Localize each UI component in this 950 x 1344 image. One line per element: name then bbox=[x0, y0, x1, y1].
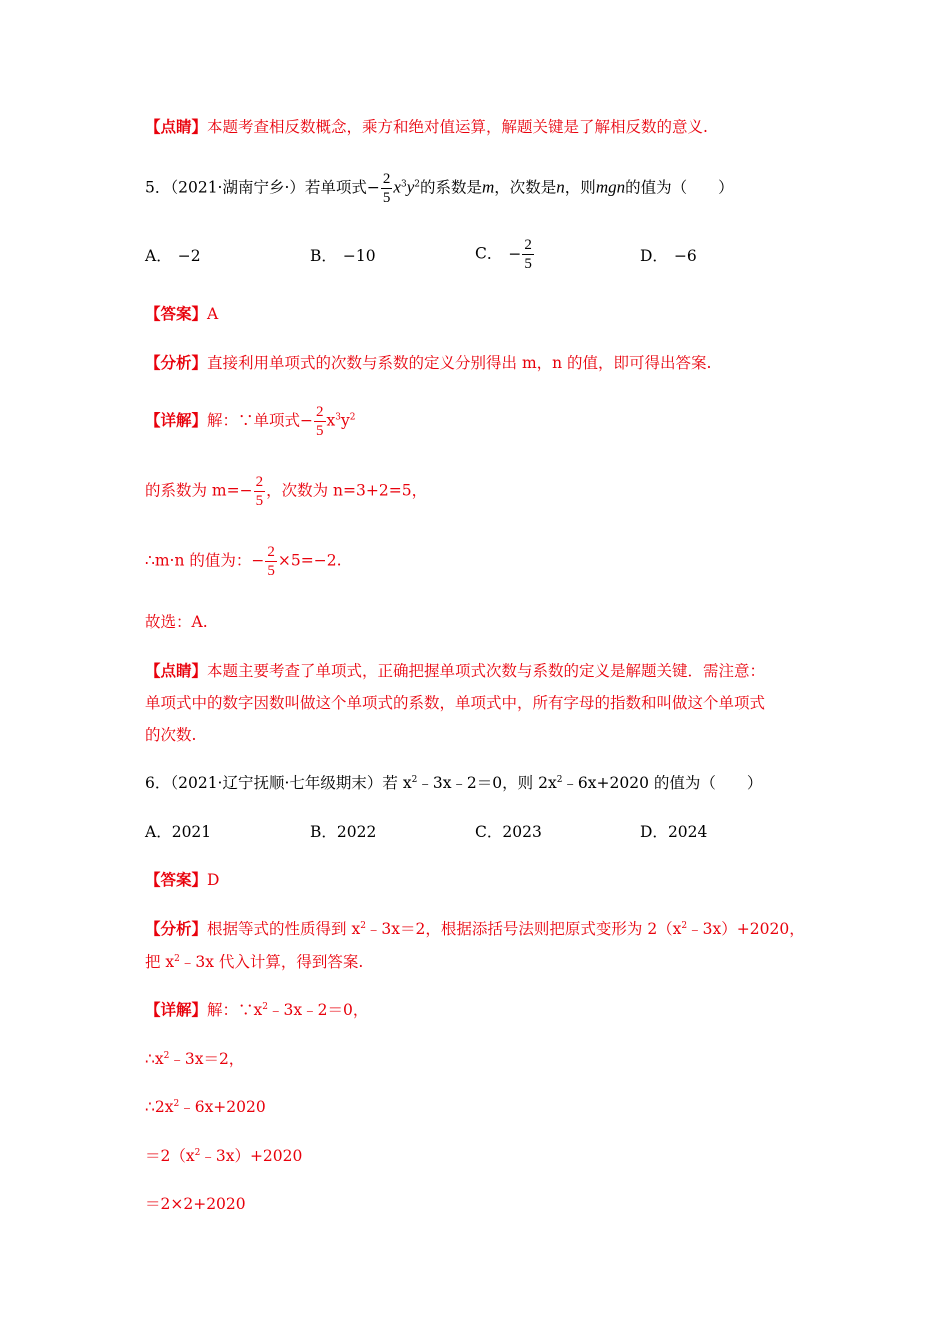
q5-option-c bbox=[475, 236, 535, 273]
q5-option-a-label: A． bbox=[145, 247, 172, 265]
q6-detail-pre: 解：∵x bbox=[207, 1001, 263, 1019]
q6-analysis-line2 bbox=[145, 952, 363, 972]
q5-coef-fraction bbox=[254, 473, 266, 510]
q5-stem-mid3: ，则 bbox=[564, 178, 596, 197]
detail-tag: 【详解】 bbox=[145, 410, 208, 430]
q6-analysis-l1-end: ﹣3x）+2020， bbox=[687, 920, 805, 938]
q6-analysis-l1-pre: 根据等式的性质得到 x bbox=[207, 920, 361, 938]
q5-exp3: 3 bbox=[400, 179, 407, 190]
q5-option-c-den: 5 bbox=[524, 256, 532, 272]
q5-dianjing-line3: 的次数. bbox=[145, 726, 197, 744]
q5-var-n: n bbox=[556, 177, 565, 197]
q6-step1 bbox=[145, 1049, 244, 1069]
q6-analysis-l1-mid: ﹣3x＝2，根据添括号法则把原式变形为 2（x bbox=[365, 920, 682, 938]
answer-tag: 【答案】 bbox=[145, 304, 208, 323]
q5-option-c-fraction bbox=[522, 236, 534, 273]
q5-stem-mid2: ，次数是 bbox=[494, 178, 557, 197]
q6-stem-prefix: 6．（2021·辽宁抚顺·七年级期末）若 x bbox=[145, 774, 412, 792]
q6-option-d-label: D． bbox=[640, 823, 668, 841]
q5-detail-y: y bbox=[341, 411, 350, 430]
analysis-tag: 【分析】 bbox=[145, 919, 208, 938]
q6-analysis-line1 bbox=[145, 919, 805, 939]
q6-analysis-l2-end: ﹣3x 代入计算，得到答案. bbox=[179, 953, 364, 971]
q5-stem bbox=[145, 170, 734, 207]
q5-coef-post: ，次数为 n=3+2=5， bbox=[266, 481, 428, 500]
analysis-tag: 【分析】 bbox=[145, 353, 208, 372]
q6-step1-end: ﹣3x＝2， bbox=[169, 1050, 245, 1068]
q6-option-a-value: 2021 bbox=[171, 823, 212, 841]
q5-option-d-label: D． bbox=[640, 247, 668, 265]
q5-stem-end: 的值为（ ） bbox=[625, 178, 734, 197]
q5-fraction bbox=[381, 170, 393, 207]
q5-detail-fraction bbox=[314, 403, 326, 440]
q5-detail-prefix: 解：∵单项式 bbox=[207, 411, 301, 430]
q6-detail-end: ﹣3x﹣2＝0， bbox=[268, 1001, 369, 1019]
q5-frac-num: 2 bbox=[382, 171, 391, 187]
q6-analysis-l2-exp: 2 bbox=[174, 953, 180, 964]
q5-dianjing-text1: 本题主要考查了单项式，正确把握单项式次数与系数的定义是解题关键．需注意： bbox=[207, 662, 766, 680]
q6-step3 bbox=[145, 1146, 302, 1166]
q6-step2 bbox=[145, 1097, 266, 1117]
q5-detail-x: x bbox=[326, 411, 336, 430]
q6-option-c bbox=[475, 822, 542, 842]
q5-detail-exp2: 2 bbox=[349, 412, 356, 423]
q6-stem-exp2: 2 bbox=[556, 774, 563, 785]
q6-step2-end: ﹣6x+2020 bbox=[179, 1098, 266, 1116]
q6-answer bbox=[145, 870, 219, 890]
q5-choose: 故选：A. bbox=[145, 613, 208, 631]
q6-option-a-label: A． bbox=[145, 823, 172, 841]
q6-stem-end: ﹣6x+2020 的值为（ ） bbox=[562, 774, 763, 792]
q6-option-b bbox=[310, 822, 376, 842]
q6-answer-value: D bbox=[207, 871, 220, 889]
q5-coef-den: 5 bbox=[255, 493, 264, 509]
q5-mn-den: 5 bbox=[267, 563, 275, 579]
q6-step3-end: ﹣3x）+2020 bbox=[200, 1147, 303, 1165]
q6-step3-pre: ＝2（x bbox=[145, 1147, 195, 1165]
q5-option-d-value: −6 bbox=[673, 247, 697, 265]
dianjing-tag: 【点睛】 bbox=[145, 661, 208, 680]
q5-detail-num: 2 bbox=[316, 404, 324, 420]
q6-option-b-label: B． bbox=[310, 823, 337, 841]
q5-var-y: y bbox=[406, 177, 415, 197]
q5-detail-minus: − bbox=[300, 411, 314, 430]
q5-mn-post: ×5=−2. bbox=[277, 551, 342, 570]
q6-stem-mid: ﹣3x﹣2＝0，则 2x bbox=[417, 774, 557, 792]
q6-detail bbox=[145, 1000, 368, 1020]
q5-option-b-label: B． bbox=[310, 247, 337, 265]
q5-analysis-text: 直接利用单项式的次数与系数的定义分别得出 m，n 的值，即可得出答案. bbox=[207, 354, 712, 372]
q6-step2-exp: 2 bbox=[173, 1098, 180, 1109]
q5-minus: − bbox=[366, 178, 380, 197]
q5-var-mgn: mgn bbox=[595, 177, 626, 197]
q5-option-a bbox=[145, 246, 201, 266]
q5-dianjing-line2: 单项式中的数字因数叫做这个单项式的系数，单项式中，所有字母的指数和叫做这个单项式 bbox=[145, 694, 766, 712]
q5-option-c-num: 2 bbox=[524, 237, 532, 253]
q5-answer-value: A bbox=[207, 305, 219, 323]
q5-coef-line bbox=[145, 473, 427, 510]
q5-dianjing-line1 bbox=[145, 661, 765, 681]
q5-option-a-value: −2 bbox=[177, 247, 201, 265]
q5-var-x: x bbox=[393, 177, 401, 197]
q6-stem bbox=[145, 773, 762, 793]
q5-mn-num: 2 bbox=[267, 544, 275, 560]
q5-stem-mid1: 的系数是 bbox=[419, 178, 482, 197]
q5-mn-prefix: ∴m·n 的值为：− bbox=[145, 551, 265, 570]
q6-option-d-value: 2024 bbox=[667, 823, 708, 841]
q5-var-m: m bbox=[482, 177, 495, 197]
dianjing-tag: 【点睛】 bbox=[145, 117, 208, 136]
q6-step1-exp: 2 bbox=[163, 1050, 170, 1061]
q5-answer bbox=[145, 304, 218, 324]
q5-analysis bbox=[145, 353, 711, 373]
q5-stem-prefix: 5．（2021·湖南宁乡·）若单项式 bbox=[145, 178, 367, 197]
q5-exp2: 2 bbox=[414, 179, 420, 190]
q6-option-c-value: 2023 bbox=[502, 823, 542, 841]
q6-analysis-l2-pre: 把 x bbox=[145, 953, 175, 971]
q5-detail-exp3: 3 bbox=[335, 412, 342, 423]
q5-option-c-minus: − bbox=[508, 244, 522, 263]
q5-option-b bbox=[310, 246, 376, 266]
q5-mn-line bbox=[145, 543, 342, 580]
q5-mn-fraction bbox=[265, 543, 277, 580]
q5-option-d bbox=[640, 246, 697, 266]
detail-tag: 【详解】 bbox=[145, 1000, 208, 1019]
q6-option-a bbox=[145, 822, 211, 842]
q6-option-c-label: C． bbox=[475, 823, 503, 841]
q6-analysis-l1-exp: 2 bbox=[360, 920, 366, 931]
q6-detail-exp: 2 bbox=[262, 1001, 268, 1012]
q6-step3-exp: 2 bbox=[194, 1147, 201, 1158]
q6-step2-pre: ∴2x bbox=[145, 1098, 174, 1116]
prev-dianjing-line bbox=[145, 117, 708, 137]
q5-detail bbox=[145, 403, 356, 440]
q6-step4: ＝2×2+2020 bbox=[145, 1195, 246, 1213]
q6-option-d bbox=[640, 822, 707, 842]
prev-dianjing-text: 本题考查相反数概念，乘方和绝对值运算，解题关键是了解相反数的意义. bbox=[207, 118, 708, 136]
q5-option-c-label: C． bbox=[475, 244, 503, 263]
answer-tag: 【答案】 bbox=[145, 870, 208, 889]
q5-detail-den: 5 bbox=[316, 423, 324, 439]
q6-stem-exp: 2 bbox=[411, 774, 418, 785]
q5-coef-prefix: 的系数为 m=− bbox=[145, 481, 253, 500]
q5-frac-den: 5 bbox=[382, 190, 391, 206]
q5-option-b-value: −10 bbox=[342, 247, 376, 265]
q6-option-b-value: 2022 bbox=[336, 823, 377, 841]
q6-step1-pre: ∴x bbox=[145, 1050, 164, 1068]
q5-coef-num: 2 bbox=[255, 474, 264, 490]
q6-analysis-l1-exp2: 2 bbox=[681, 920, 688, 931]
